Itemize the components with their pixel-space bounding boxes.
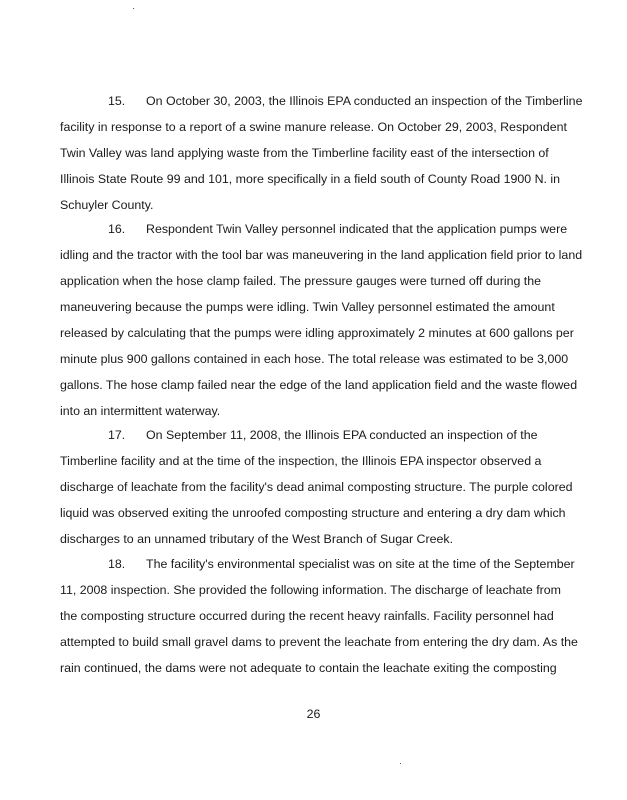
page-number: 26 (306, 707, 321, 721)
paragraph-line: The facility's environmental specialist was on site at the time of the September (146, 557, 575, 571)
paragraph-line: 11, 2008 inspection. She provided the following information. The discharge of leachate from (60, 583, 561, 597)
paragraph-line: application when the hose clamp failed. The pressure gauges were turned off during the (60, 274, 542, 288)
paragraph-line: idling and the tractor with the tool bar was maneuvering in the land application field prior to land (60, 248, 583, 262)
paragraph-line: On October 30, 2003, the Illinois EPA conducted an inspection of the Timberline (146, 94, 583, 108)
paragraph-line: the composting structure occurred during the recent heavy rainfalls. Facility personnel had (60, 609, 554, 623)
paragraph-line: On September 11, 2008, the Illinois EPA conducted an inspection of the (146, 428, 538, 442)
paragraph-line: into an intermittent waterway. (60, 404, 221, 418)
scan-speck (400, 763, 401, 764)
scan-speck (133, 8, 134, 9)
paragraph-line: Illinois State Route 99 and 101, more specifically in a field south of County Road 1900 N. in (60, 172, 561, 186)
paragraph-line: minute plus 900 gallons contained in each hose. The total release was estimated to be 3,000 (60, 352, 569, 366)
paragraph-line: gallons. The hose clamp failed near the edge of the land application field and the waste flowed (60, 378, 578, 392)
paragraph-line: Respondent Twin Valley personnel indicated that the application pumps were (146, 222, 568, 236)
paragraph-line: Schuyler County. (60, 198, 154, 212)
paragraph-number: 17. (108, 428, 126, 442)
paragraph-number: 18. (108, 557, 126, 571)
paragraph-line: Twin Valley was land applying waste from the Timberline facility east of the intersection of (60, 146, 549, 160)
paragraph-line: attempted to build small gravel dams to prevent the leachate from entering the dry dam. As the (60, 635, 578, 649)
paragraph-line: discharges to an unnamed tributary of the West Branch of Sugar Creek. (60, 532, 454, 546)
paragraph-line: liquid was observed exiting the unroofed composting structure and entering a dry dam which (60, 506, 566, 520)
paragraph-line: rain continued, the dams were not adequate to contain the leachate exiting the composting (60, 661, 557, 675)
paragraph-line: facility in response to a report of a swine manure release. On October 29, 2003, Respondent (60, 120, 567, 134)
paragraph-number: 16. (108, 222, 126, 236)
paragraph-line: released by calculating that the pumps were idling approximately 2 minutes at 600 gallons per (60, 326, 574, 340)
paragraph-line: discharge of leachate from the facility's dead animal composting structure. The purple colored (60, 480, 573, 494)
paragraph-line: maneuvering because the pumps were idling. Twin Valley personnel estimated the amount (60, 300, 555, 314)
paragraph-line: Timberline facility and at the time of the inspection, the Illinois EPA inspector observed a (60, 454, 542, 468)
paragraph-number: 15. (108, 94, 126, 108)
